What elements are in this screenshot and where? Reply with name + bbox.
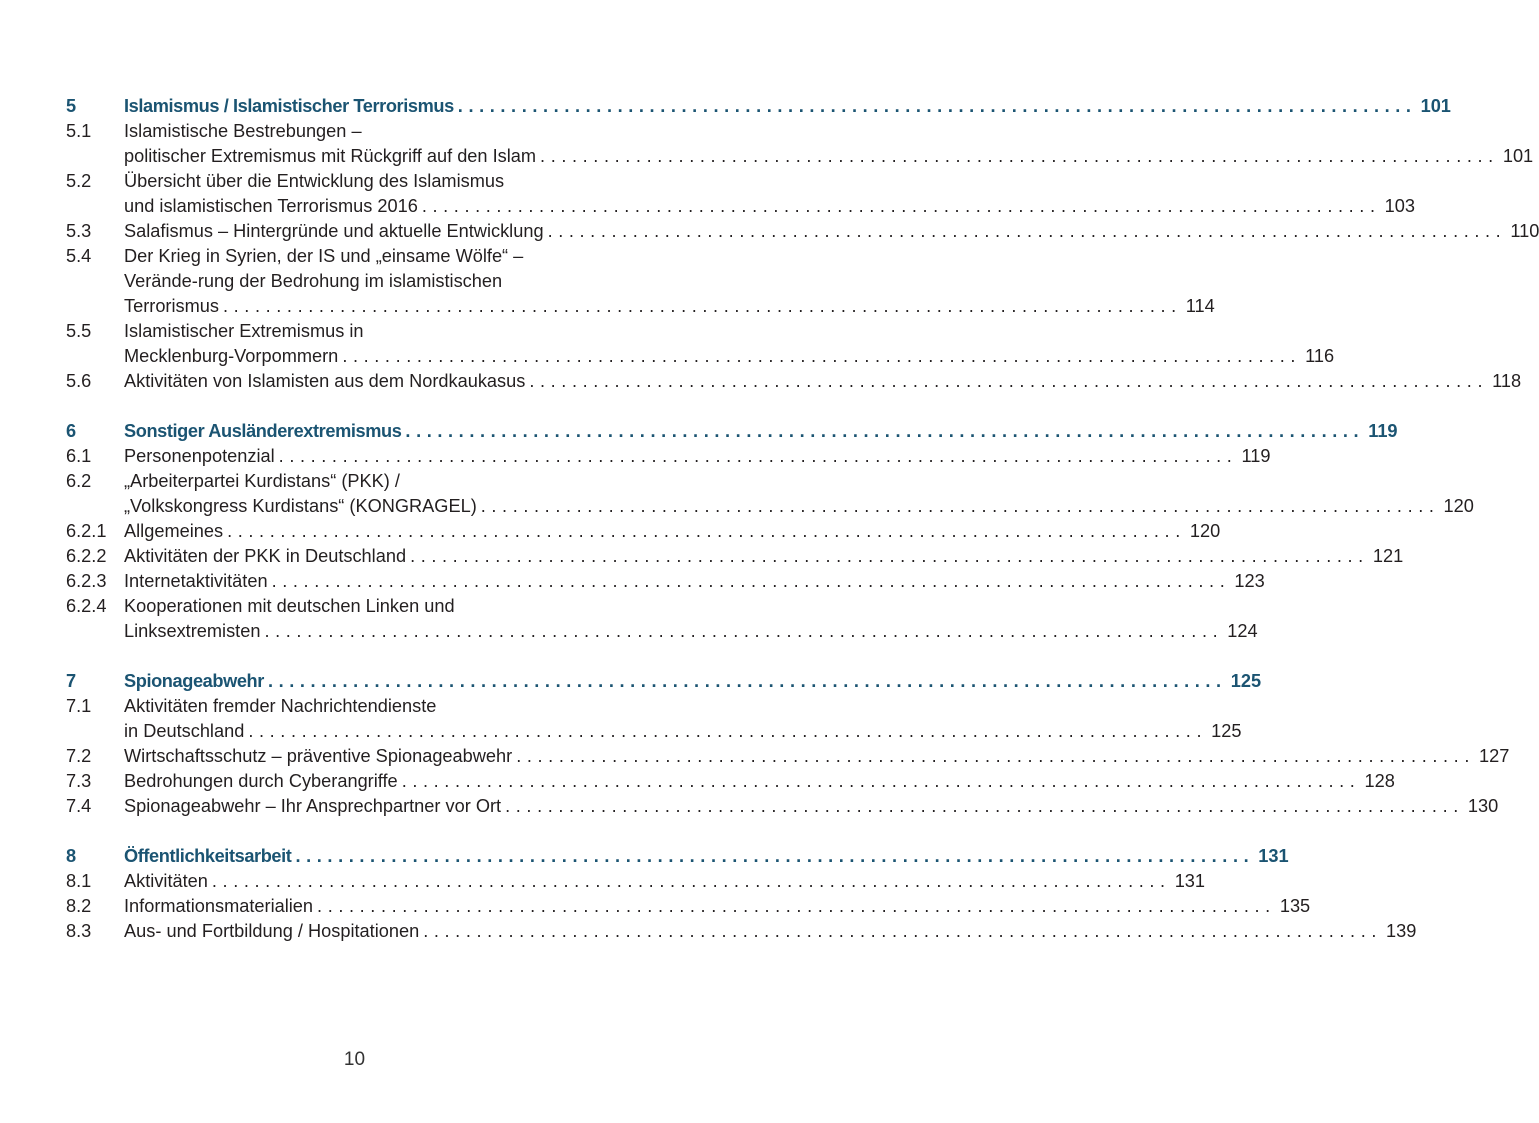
- toc-entry-title-line: Bedrohungen durch Cyberangriffe: [124, 771, 398, 791]
- dot-leader: ..........................................................................................: [547, 221, 1507, 241]
- toc-section: [66, 419, 1474, 644]
- toc-entry-page: 101: [1502, 146, 1534, 166]
- toc-entry-number: 7.3: [66, 771, 92, 791]
- toc-entry: [66, 544, 1404, 569]
- toc-entry: [66, 444, 1271, 469]
- toc-entry: [66, 169, 1415, 219]
- toc-entry-title-line: Salafismus – Hintergründe und aktuelle Entwicklung: [124, 221, 544, 241]
- toc-entry-title-line: Terrorismus: [124, 296, 219, 316]
- toc-entry-title-line: Aktivitäten: [124, 871, 208, 891]
- toc-entry-number: 6.2.4: [66, 596, 107, 616]
- toc-entry-title: [124, 794, 1499, 819]
- toc-entry-title-line: Mecklenburg-Vorpommern: [124, 346, 339, 366]
- toc-section: [66, 844, 1417, 944]
- toc-entry-page: 125: [1211, 721, 1242, 741]
- toc-entry-page: 139: [1386, 921, 1417, 941]
- toc-entry: [66, 594, 1258, 644]
- toc-entry-title-line: Wirtschaftsschutz – präventive Spionageabwehr: [124, 746, 513, 766]
- toc-entry-title: [124, 519, 1221, 544]
- toc-entry-page: 131: [1174, 871, 1206, 891]
- toc-entry-title-line: Spionageabwehr: [124, 671, 264, 691]
- toc-entry-title: [124, 694, 1242, 744]
- toc-entry: [66, 694, 1242, 744]
- toc-entry-page: 119: [1241, 446, 1271, 466]
- toc-entry-page: 127: [1478, 746, 1510, 766]
- toc-entry-page: 128: [1364, 771, 1395, 791]
- toc-entry-title: [124, 919, 1417, 944]
- toc-entry-title-line: Der Krieg in Syrien, der IS und „einsame Wölfe“ –: [124, 246, 524, 266]
- toc-entry-title: [124, 369, 1522, 394]
- toc-entry-title-line: politischer Extremismus mit Rückgriff auf den Islam: [124, 146, 537, 166]
- dot-leader: ..........................................................................................: [264, 621, 1224, 641]
- toc-entry-number: 7: [66, 671, 77, 691]
- toc-entry-title: [124, 569, 1265, 594]
- dot-leader: ..........................................................................................: [480, 496, 1440, 516]
- toc-section: [66, 669, 1510, 819]
- toc-entry: [66, 119, 1534, 169]
- toc-entry-number: 5.2: [66, 171, 92, 191]
- toc-entry-title-line: Personenpotenzial: [124, 446, 275, 466]
- toc-chapter-entry: [66, 419, 1398, 444]
- toc-entry-title-line: Aktivitäten fremder Nachrichtendienste: [124, 696, 437, 716]
- toc-entry-title-line: Aktivitäten der PKK in Deutschland: [124, 546, 407, 566]
- toc-entry-number: 6: [66, 421, 77, 441]
- toc-entry-title-line: Aus- und Fortbildung / Hospitationen: [124, 921, 420, 941]
- toc-entry: [66, 519, 1221, 544]
- toc-entry: [66, 569, 1265, 594]
- toc-entry-page: 125: [1230, 671, 1262, 691]
- toc-entry-page: 130: [1467, 796, 1499, 816]
- toc-entry-title: [124, 119, 1534, 169]
- toc-entry-title-line: Islamistischer Extremismus in: [124, 321, 364, 341]
- toc-entry: [66, 869, 1206, 894]
- toc-entry-page: 103: [1384, 196, 1415, 216]
- dot-leader: ..........................................................................................: [505, 796, 1464, 816]
- toc-chapter-entry: [66, 669, 1262, 694]
- toc-entry: [66, 219, 1539, 244]
- toc-entry-number: 8.3: [66, 921, 92, 941]
- dot-leader: ..........................................................................................: [457, 96, 1417, 116]
- toc-entry-title-line: Sonstiger Ausländerextremismus: [124, 421, 402, 441]
- toc-entry-title-line: Informationsmaterialien: [124, 896, 314, 916]
- toc-entry-title: [124, 894, 1311, 919]
- toc-entry-number: 8: [66, 846, 77, 866]
- toc-entry-title-line: Verände-rung der Bedrohung im islamistischen: [124, 271, 503, 291]
- table-of-contents: [66, 94, 1539, 969]
- toc-entry-number: 7.1: [66, 696, 92, 716]
- toc-entry-title: [124, 544, 1404, 569]
- toc-entry-page: 101: [1420, 96, 1451, 116]
- toc-entry-number: 6.2: [66, 471, 92, 491]
- toc-entry: [66, 369, 1522, 394]
- toc-entry-title-line: Aktivitäten von Islamisten aus dem Nordkaukasus: [124, 371, 526, 391]
- toc-entry-number: 6.2.1: [66, 521, 107, 541]
- toc-entry-title: [124, 869, 1206, 894]
- toc-entry-title: [124, 444, 1271, 469]
- dot-leader: ..........................................................................................: [271, 571, 1231, 591]
- toc-entry-title-line: Islamismus / Islamistischer Terrorismus: [124, 96, 454, 116]
- toc-entry: [66, 319, 1335, 369]
- dot-leader: ..........................................................................................: [421, 196, 1381, 216]
- toc-entry-number: 5.3: [66, 221, 92, 241]
- toc-entry-title: [124, 744, 1510, 769]
- dot-leader: ..........................................................................................: [267, 671, 1227, 691]
- toc-entry-title-line: Kooperationen mit deutschen Linken und: [124, 596, 455, 616]
- toc-entry-page: 110: [1510, 221, 1539, 241]
- toc-entry-number: 6.1: [66, 446, 92, 466]
- page-number: 10: [343, 1049, 366, 1070]
- toc-chapter-entry: [66, 94, 1451, 119]
- toc-entry-title-line: und islamistischen Terrorismus 2016: [124, 196, 418, 216]
- toc-entry-number: 5.5: [66, 321, 92, 341]
- dot-leader: ..........................................................................................: [410, 546, 1369, 566]
- dot-leader: ..........................................................................................: [295, 846, 1255, 866]
- toc-entry-title: [124, 669, 1262, 694]
- dot-leader: ..........................................................................................: [223, 296, 1182, 316]
- toc-entry-page: 131: [1258, 846, 1289, 866]
- toc-entry-title-line: Islamistische Bestrebungen –: [124, 121, 362, 141]
- toc-entry-title-line: in Deutschland: [124, 721, 245, 741]
- toc-entry-title: [124, 419, 1398, 444]
- toc-entry-title-line: „Volkskongress Kurdistans“ (KONGRAGEL): [124, 496, 477, 516]
- toc-entry-title: [124, 169, 1415, 219]
- dot-leader: ..........................................................................................: [278, 446, 1238, 466]
- toc-entry-title: [124, 844, 1289, 869]
- dot-leader: ..........................................................................................: [405, 421, 1365, 441]
- dot-leader: ..........................................................................................: [211, 871, 1171, 891]
- toc-entry-page: 119: [1368, 421, 1398, 441]
- toc-chapter-entry: [66, 844, 1289, 869]
- toc-entry-title-line: Spionageabwehr – Ihr Ansprechpartner vor Ort: [124, 796, 502, 816]
- toc-entry-number: 8.1: [66, 871, 92, 891]
- toc-entry: [66, 469, 1474, 519]
- toc-entry-title-line: Linksextremisten: [124, 621, 261, 641]
- toc-entry-title-line: Übersicht über die Entwicklung des Islamismus: [124, 171, 505, 191]
- toc-entry-page: 114: [1185, 296, 1215, 316]
- toc-entry-title: [124, 244, 1215, 319]
- toc-entry: [66, 919, 1417, 944]
- toc-entry-page: 120: [1443, 496, 1474, 516]
- toc-entry-title: [124, 319, 1335, 369]
- dot-leader: ..........................................................................................: [227, 521, 1186, 541]
- dot-leader: ..........................................................................................: [401, 771, 1361, 791]
- toc-entry-number: 5: [66, 96, 77, 116]
- toc-entry: [66, 744, 1510, 769]
- toc-entry-title-line: Öffentlichkeitsarbeit: [124, 846, 292, 866]
- toc-entry: [66, 244, 1215, 319]
- toc-entry: [66, 794, 1499, 819]
- dot-leader: ..........................................................................................: [317, 896, 1276, 916]
- dot-leader: ..........................................................................................: [342, 346, 1302, 366]
- toc-entry-title-line: Internetaktivitäten: [124, 571, 268, 591]
- dot-leader: ..........................................................................................: [248, 721, 1208, 741]
- toc-entry-title-line: „Arbeiterpartei Kurdistans“ (PKK) /: [124, 471, 400, 491]
- toc-entry-number: 5.4: [66, 246, 92, 266]
- toc-entry-number: 7.2: [66, 746, 92, 766]
- toc-entry-page: 116: [1305, 346, 1335, 366]
- dot-leader: ..........................................................................................: [423, 921, 1382, 941]
- toc-entry: [66, 769, 1395, 794]
- toc-entry-number: 6.2.3: [66, 571, 107, 591]
- toc-entry-title: [124, 469, 1474, 519]
- toc-entry: [66, 894, 1311, 919]
- toc-entry-page: 120: [1189, 521, 1221, 541]
- toc-entry-number: 6.2.2: [66, 546, 107, 566]
- toc-entry-page: 124: [1227, 621, 1258, 641]
- toc-entry-title: [124, 219, 1539, 244]
- toc-entry-page: 123: [1234, 571, 1265, 591]
- toc-section: [66, 94, 1539, 394]
- toc-entry-page: 118: [1492, 371, 1522, 391]
- toc-entry-number: 7.4: [66, 796, 92, 816]
- toc-entry-title: [124, 769, 1395, 794]
- toc-entry-number: 8.2: [66, 896, 92, 916]
- toc-entry-title-line: Allgemeines: [124, 521, 224, 541]
- toc-entry-title: [124, 94, 1451, 119]
- dot-leader: ..........................................................................................: [540, 146, 1499, 166]
- toc-entry-number: 5.1: [66, 121, 92, 141]
- toc-entry-page: 135: [1279, 896, 1311, 916]
- toc-entry-page: 121: [1372, 546, 1404, 566]
- toc-entry-number: 5.6: [66, 371, 92, 391]
- toc-entry-title: [124, 594, 1258, 644]
- dot-leader: ..........................................................................................: [529, 371, 1489, 391]
- dot-leader: ..........................................................................................: [516, 746, 1475, 766]
